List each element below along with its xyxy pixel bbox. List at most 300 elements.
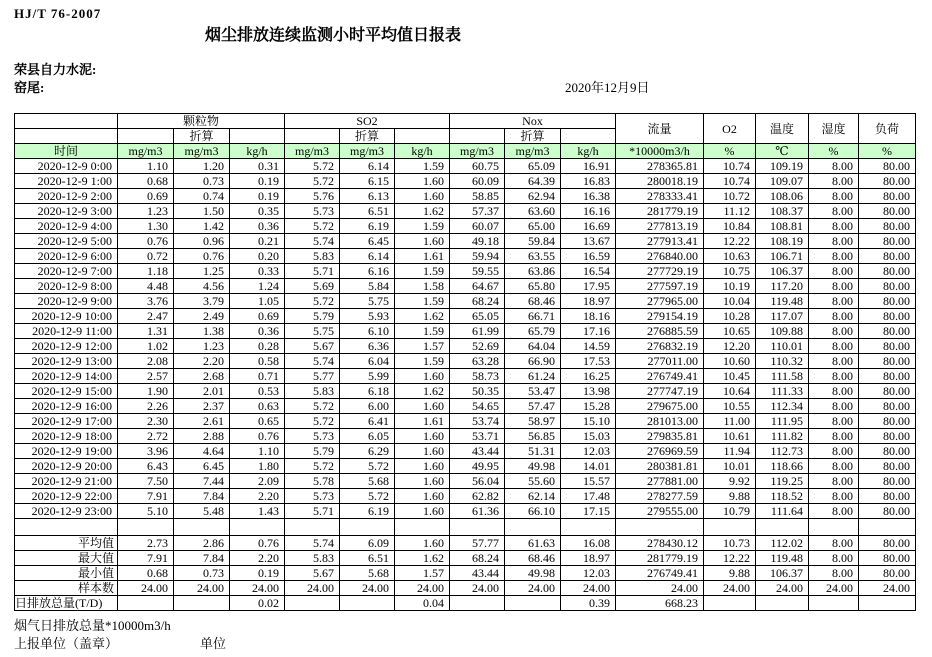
empty-cell (118, 519, 174, 536)
value-cell: 6.05 (340, 429, 395, 444)
value-cell: 10.63 (704, 249, 756, 264)
value-cell: 119.25 (756, 474, 809, 489)
summary-value-cell: 9.88 (704, 566, 756, 581)
value-cell: 1.62 (395, 204, 450, 219)
value-cell: 11.12 (704, 204, 756, 219)
value-cell: 3.79 (174, 294, 230, 309)
value-cell: 63.60 (505, 204, 561, 219)
value-cell: 10.74 (704, 174, 756, 189)
value-cell: 16.91 (561, 159, 616, 174)
value-cell: 278333.41 (616, 189, 704, 204)
value-cell: 63.86 (505, 264, 561, 279)
value-cell: 5.10 (118, 504, 174, 519)
value-cell: 1.24 (230, 279, 285, 294)
group-particulate: 颗粒物 (118, 114, 285, 129)
table-row (15, 294, 916, 309)
so2-kgh-unit: kg/h (395, 144, 450, 159)
value-cell: 117.07 (756, 309, 809, 324)
value-cell: 1.57 (395, 339, 450, 354)
value-cell: 109.19 (756, 159, 809, 174)
value-cell: 66.10 (505, 504, 561, 519)
value-cell: 6.19 (340, 219, 395, 234)
summary-value-cell: 281779.19 (616, 551, 704, 566)
value-cell: 1.60 (395, 504, 450, 519)
empty-cell (505, 519, 561, 536)
value-cell: 0.69 (230, 309, 285, 324)
table-row (15, 264, 916, 279)
value-cell: 6.45 (340, 234, 395, 249)
value-cell: 17.15 (561, 504, 616, 519)
temperature-unit: ℃ (756, 144, 809, 159)
value-cell: 62.14 (505, 489, 561, 504)
value-cell: 2.68 (174, 369, 230, 384)
value-cell: 6.16 (340, 264, 395, 279)
value-cell: 111.64 (756, 504, 809, 519)
summary-value-cell: 119.48 (756, 551, 809, 566)
value-cell: 10.64 (704, 384, 756, 399)
value-cell: 1.42 (174, 219, 230, 234)
value-cell: 3.76 (118, 294, 174, 309)
value-cell: 80.00 (859, 159, 916, 174)
summary-value-cell: 6.09 (340, 536, 395, 551)
reporting-unit-stamp-label: 上报单位（盖章） (14, 636, 119, 651)
empty-cell (340, 519, 395, 536)
table-row (15, 189, 916, 204)
value-cell: 8.00 (809, 489, 859, 504)
value-cell: 2.57 (118, 369, 174, 384)
value-cell: 1.20 (174, 159, 230, 174)
value-cell: 281013.00 (616, 414, 704, 429)
corner-cell (15, 114, 118, 129)
value-cell: 0.53 (230, 384, 285, 399)
value-cell: 109.88 (756, 324, 809, 339)
unit-label: 单位 (200, 636, 227, 651)
value-cell: 8.00 (809, 309, 859, 324)
value-cell: 16.83 (561, 174, 616, 189)
col-temperature: 温度 (756, 114, 809, 144)
value-cell: 63.55 (505, 249, 561, 264)
value-cell: 5.79 (285, 444, 340, 459)
pm-kgh-unit: kg/h (230, 144, 285, 159)
empty-cell (561, 519, 616, 536)
value-cell: 1.60 (395, 369, 450, 384)
time-cell: 2020-12-9 14:00 (15, 369, 118, 384)
value-cell: 5.72 (285, 459, 340, 474)
value-cell: 57.37 (450, 204, 505, 219)
value-cell: 2.88 (174, 429, 230, 444)
value-cell: 66.71 (505, 309, 561, 324)
value-cell: 5.99 (340, 369, 395, 384)
value-cell: 277913.41 (616, 234, 704, 249)
value-cell: 280018.19 (616, 174, 704, 189)
summary-value-cell: 24.00 (616, 581, 704, 596)
value-cell: 5.93 (340, 309, 395, 324)
value-cell: 60.09 (450, 174, 505, 189)
value-cell: 1.62 (395, 309, 450, 324)
table-row (15, 354, 916, 369)
value-cell: 1.10 (118, 159, 174, 174)
summary-value-cell: 57.77 (450, 536, 505, 551)
value-cell: 1.90 (118, 384, 174, 399)
value-cell: 16.25 (561, 369, 616, 384)
col-load: 负荷 (859, 114, 916, 144)
time-cell: 2020-12-9 23:00 (15, 504, 118, 519)
value-cell: 53.74 (450, 414, 505, 429)
summary-value-cell: 5.83 (285, 551, 340, 566)
table-row (15, 234, 916, 249)
summary-value-cell: 16.08 (561, 536, 616, 551)
value-cell: 49.95 (450, 459, 505, 474)
value-cell: 10.60 (704, 354, 756, 369)
value-cell: 13.67 (561, 234, 616, 249)
value-cell: 80.00 (859, 444, 916, 459)
value-cell: 5.72 (285, 294, 340, 309)
value-cell: 10.75 (704, 264, 756, 279)
summary-value-cell: 5.74 (285, 536, 340, 551)
value-cell: 10.84 (704, 219, 756, 234)
value-cell: 5.68 (340, 474, 395, 489)
value-cell: 80.00 (859, 309, 916, 324)
value-cell: 5.72 (285, 219, 340, 234)
table-row (15, 399, 916, 414)
value-cell: 276969.59 (616, 444, 704, 459)
group-so2: SO2 (285, 114, 450, 129)
value-cell: 5.67 (285, 339, 340, 354)
table-body (15, 159, 916, 611)
value-cell: 66.90 (505, 354, 561, 369)
report-date: 2020年12月9日 (565, 80, 650, 95)
value-cell: 108.19 (756, 234, 809, 249)
value-cell: 80.00 (859, 234, 916, 249)
value-cell: 61.24 (505, 369, 561, 384)
value-cell: 276840.00 (616, 249, 704, 264)
value-cell: 18.97 (561, 294, 616, 309)
value-cell: 108.06 (756, 189, 809, 204)
summary-label: 样本数 (15, 581, 118, 596)
value-cell: 16.38 (561, 189, 616, 204)
table-row (15, 324, 916, 339)
value-cell: 6.14 (340, 249, 395, 264)
value-cell: 16.69 (561, 219, 616, 234)
summary-row (15, 536, 916, 551)
value-cell: 65.05 (450, 309, 505, 324)
value-cell: 5.72 (340, 459, 395, 474)
value-cell: 16.54 (561, 264, 616, 279)
summary-value-cell: 0.19 (230, 566, 285, 581)
value-cell: 4.64 (174, 444, 230, 459)
table-row (15, 459, 916, 474)
value-cell: 6.36 (340, 339, 395, 354)
value-cell: 110.32 (756, 354, 809, 369)
value-cell: 1.23 (174, 339, 230, 354)
summary-value-cell: 24.00 (704, 581, 756, 596)
value-cell: 1.59 (395, 324, 450, 339)
value-cell: 10.19 (704, 279, 756, 294)
value-cell: 14.01 (561, 459, 616, 474)
value-cell: 6.29 (340, 444, 395, 459)
value-cell: 65.80 (505, 279, 561, 294)
value-cell: 9.88 (704, 489, 756, 504)
value-cell: 1.80 (230, 459, 285, 474)
value-cell: 80.00 (859, 294, 916, 309)
value-cell: 15.03 (561, 429, 616, 444)
value-cell: 117.20 (756, 279, 809, 294)
value-cell: 51.31 (505, 444, 561, 459)
time-cell: 2020-12-9 15:00 (15, 384, 118, 399)
summary-value-cell: 1.57 (395, 566, 450, 581)
value-cell: 62.82 (450, 489, 505, 504)
value-cell: 2.30 (118, 414, 174, 429)
table-row (15, 339, 916, 354)
value-cell: 8.00 (809, 189, 859, 204)
value-cell: 11.00 (704, 414, 756, 429)
summary-value-cell: 24.00 (174, 581, 230, 596)
value-cell: 1.59 (395, 354, 450, 369)
value-cell: 80.00 (859, 219, 916, 234)
pm-converted-label: 折算 (174, 129, 230, 144)
table-row (15, 414, 916, 429)
value-cell: 56.04 (450, 474, 505, 489)
time-cell: 2020-12-9 8:00 (15, 279, 118, 294)
table-row (15, 204, 916, 219)
summary-value-cell: 24.00 (561, 581, 616, 596)
value-cell: 8.00 (809, 459, 859, 474)
value-cell: 277011.00 (616, 354, 704, 369)
table-row (15, 159, 916, 174)
so2-unit: mg/m3 (285, 144, 340, 159)
summary-value-cell: 7.84 (174, 551, 230, 566)
value-cell: 106.37 (756, 264, 809, 279)
value-cell: 108.81 (756, 219, 809, 234)
value-cell: 80.00 (859, 264, 916, 279)
value-cell: 0.33 (230, 264, 285, 279)
value-cell: 1.02 (118, 339, 174, 354)
value-cell: 5.76 (285, 189, 340, 204)
empty-cell (756, 519, 809, 536)
value-cell: 4.48 (118, 279, 174, 294)
pm-converted-unit: mg/m3 (174, 144, 230, 159)
value-cell: 49.98 (505, 459, 561, 474)
summary-label: 最大值 (15, 551, 118, 566)
value-cell: 106.71 (756, 249, 809, 264)
value-cell: 5.73 (285, 204, 340, 219)
value-cell: 2.61 (174, 414, 230, 429)
value-cell: 17.53 (561, 354, 616, 369)
summary-value-cell: 24.00 (809, 581, 859, 596)
value-cell: 112.34 (756, 399, 809, 414)
col-flow: 流量 (616, 114, 704, 144)
value-cell: 279555.00 (616, 504, 704, 519)
value-cell: 2.47 (118, 309, 174, 324)
value-cell: 80.00 (859, 249, 916, 264)
value-cell: 280381.81 (616, 459, 704, 474)
value-cell: 43.44 (450, 444, 505, 459)
value-cell: 5.72 (285, 159, 340, 174)
value-cell: 50.35 (450, 384, 505, 399)
summary-row (15, 596, 916, 611)
value-cell: 16.16 (561, 204, 616, 219)
value-cell: 5.71 (285, 264, 340, 279)
value-cell: 16.59 (561, 249, 616, 264)
group-nox: Nox (450, 114, 616, 129)
value-cell: 0.76 (230, 429, 285, 444)
value-cell: 0.58 (230, 354, 285, 369)
summary-value-cell: 2.20 (230, 551, 285, 566)
time-cell: 2020-12-9 4:00 (15, 219, 118, 234)
value-cell: 15.57 (561, 474, 616, 489)
summary-value-cell: 278430.12 (616, 536, 704, 551)
value-cell: 1.62 (395, 384, 450, 399)
o2-unit: % (704, 144, 756, 159)
value-cell: 278365.81 (616, 159, 704, 174)
value-cell: 17.16 (561, 324, 616, 339)
value-cell: 5.75 (285, 324, 340, 339)
load-unit: % (859, 144, 916, 159)
value-cell: 2.08 (118, 354, 174, 369)
value-cell: 6.00 (340, 399, 395, 414)
value-cell: 8.00 (809, 174, 859, 189)
value-cell: 110.01 (756, 339, 809, 354)
value-cell: 5.83 (285, 249, 340, 264)
table-row (15, 309, 916, 324)
table-row (15, 504, 916, 519)
value-cell: 277813.19 (616, 219, 704, 234)
value-cell: 108.37 (756, 204, 809, 219)
summary-value-cell: 8.00 (809, 551, 859, 566)
value-cell: 1.30 (118, 219, 174, 234)
summary-value-cell: 43.44 (450, 566, 505, 581)
value-cell: 54.65 (450, 399, 505, 414)
empty-cell (15, 519, 118, 536)
value-cell: 5.77 (285, 369, 340, 384)
value-cell: 59.94 (450, 249, 505, 264)
corner-cell-2 (15, 129, 118, 144)
time-cell: 2020-12-9 12:00 (15, 339, 118, 354)
nox-converted-unit: mg/m3 (505, 144, 561, 159)
empty-cell (450, 519, 505, 536)
summary-value-cell: 18.97 (561, 551, 616, 566)
value-cell: 80.00 (859, 489, 916, 504)
summary-value-cell (756, 596, 809, 611)
value-cell: 0.31 (230, 159, 285, 174)
value-cell: 12.03 (561, 444, 616, 459)
value-cell: 61.99 (450, 324, 505, 339)
value-cell: 276749.41 (616, 369, 704, 384)
value-cell: 1.61 (395, 414, 450, 429)
value-cell: 1.23 (118, 204, 174, 219)
summary-row (15, 551, 916, 566)
empty-cell (395, 519, 450, 536)
value-cell: 80.00 (859, 279, 916, 294)
value-cell: 6.13 (340, 189, 395, 204)
table-row (15, 444, 916, 459)
value-cell: 279154.19 (616, 309, 704, 324)
value-cell: 2.26 (118, 399, 174, 414)
empty-cell (704, 519, 756, 536)
spacer-row (15, 519, 916, 536)
nox-converted-label: 折算 (505, 129, 561, 144)
value-cell: 1.60 (395, 234, 450, 249)
time-cell: 2020-12-9 13:00 (15, 354, 118, 369)
value-cell: 9.92 (704, 474, 756, 489)
value-cell: 1.38 (174, 324, 230, 339)
value-cell: 53.71 (450, 429, 505, 444)
value-cell: 2.72 (118, 429, 174, 444)
value-cell: 277747.19 (616, 384, 704, 399)
pm-unit: mg/m3 (118, 144, 174, 159)
summary-value-cell: 24.00 (230, 581, 285, 596)
value-cell: 1.60 (395, 444, 450, 459)
value-cell: 2.37 (174, 399, 230, 414)
value-cell: 5.72 (285, 399, 340, 414)
summary-value-cell: 0.04 (395, 596, 450, 611)
value-cell: 277965.00 (616, 294, 704, 309)
value-cell: 80.00 (859, 354, 916, 369)
value-cell: 58.85 (450, 189, 505, 204)
value-cell: 52.69 (450, 339, 505, 354)
summary-value-cell (450, 596, 505, 611)
value-cell: 0.68 (118, 174, 174, 189)
value-cell: 61.36 (450, 504, 505, 519)
summary-value-cell: 61.63 (505, 536, 561, 551)
value-cell: 1.60 (395, 189, 450, 204)
table-row (15, 369, 916, 384)
value-cell: 279835.81 (616, 429, 704, 444)
empty-cell (230, 519, 285, 536)
value-cell: 1.50 (174, 204, 230, 219)
value-cell: 6.15 (340, 174, 395, 189)
value-cell: 58.73 (450, 369, 505, 384)
value-cell: 1.60 (395, 459, 450, 474)
header-row-units (15, 144, 916, 159)
value-cell: 8.00 (809, 204, 859, 219)
value-cell: 10.04 (704, 294, 756, 309)
table-header (15, 114, 916, 159)
summary-value-cell: 8.00 (809, 566, 859, 581)
value-cell: 57.47 (505, 399, 561, 414)
summary-value-cell: 0.68 (118, 566, 174, 581)
value-cell: 6.18 (340, 384, 395, 399)
summary-value-cell: 6.51 (340, 551, 395, 566)
value-cell: 0.35 (230, 204, 285, 219)
value-cell: 8.00 (809, 264, 859, 279)
value-cell: 49.18 (450, 234, 505, 249)
summary-value-cell: 5.67 (285, 566, 340, 581)
value-cell: 1.60 (395, 429, 450, 444)
summary-value-cell: 106.37 (756, 566, 809, 581)
value-cell: 10.55 (704, 399, 756, 414)
value-cell: 59.55 (450, 264, 505, 279)
value-cell: 10.45 (704, 369, 756, 384)
value-cell: 7.50 (118, 474, 174, 489)
value-cell: 80.00 (859, 174, 916, 189)
summary-value-cell: 80.00 (859, 536, 916, 551)
value-cell: 80.00 (859, 459, 916, 474)
summary-label: 日排放总量(T/D) (15, 596, 118, 611)
summary-value-cell: 0.39 (561, 596, 616, 611)
value-cell: 12.20 (704, 339, 756, 354)
value-cell: 12.22 (704, 234, 756, 249)
value-cell: 8.00 (809, 384, 859, 399)
value-cell: 5.79 (285, 309, 340, 324)
value-cell: 5.84 (340, 279, 395, 294)
time-cell: 2020-12-9 19:00 (15, 444, 118, 459)
value-cell: 64.39 (505, 174, 561, 189)
value-cell: 118.66 (756, 459, 809, 474)
summary-value-cell: 68.46 (505, 551, 561, 566)
empty-cell (285, 519, 340, 536)
value-cell: 8.00 (809, 294, 859, 309)
